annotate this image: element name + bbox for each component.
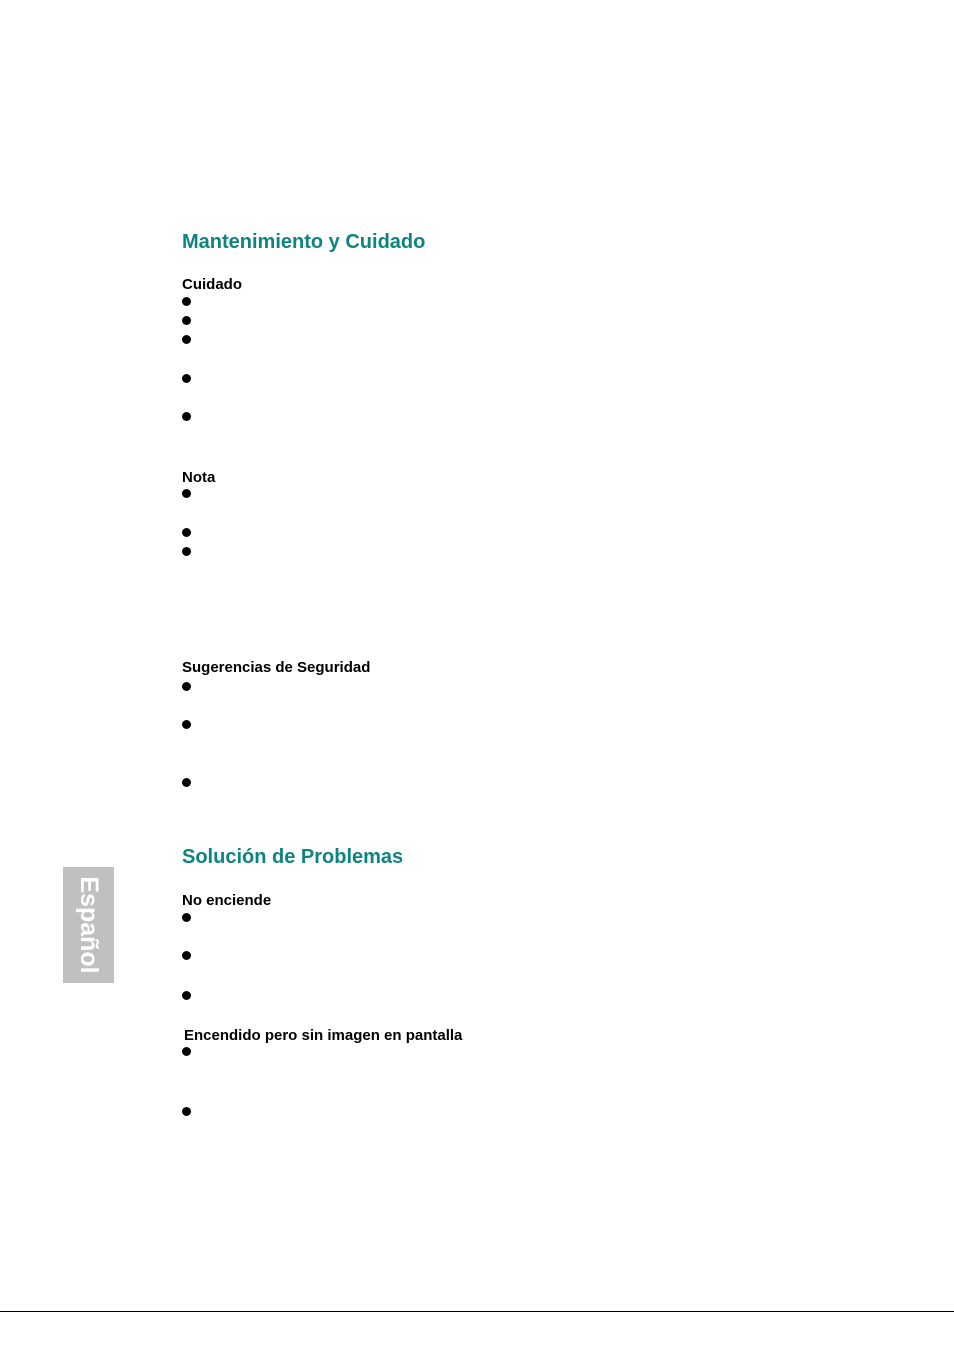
list-item-bullet (182, 412, 191, 421)
safety-label: Sugerencias de Seguridad (182, 659, 371, 676)
list-item-bullet (182, 489, 191, 498)
list-item-bullet (182, 1047, 191, 1056)
list-item-bullet (182, 720, 191, 729)
list-item-bullet (182, 951, 191, 960)
list-item-bullet (182, 335, 191, 344)
list-item-bullet (182, 913, 191, 922)
language-side-tab (63, 867, 114, 983)
maintenance-title: Mantenimiento y Cuidado (182, 231, 426, 253)
care-label: Cuidado (182, 276, 242, 293)
list-item-bullet (182, 297, 191, 306)
list-item-bullet (182, 778, 191, 787)
list-item-bullet (182, 374, 191, 383)
no-image-label: Encendido pero sin imagen en pantalla (184, 1027, 463, 1044)
list-item-bullet (182, 1107, 191, 1116)
language-tab-label: Español (74, 876, 103, 974)
list-item-bullet (182, 682, 191, 691)
no-power-label: No enciende (182, 892, 272, 909)
list-item-bullet (182, 528, 191, 537)
note-label: Nota (182, 469, 216, 486)
footer-divider (0, 1311, 954, 1312)
list-item-bullet (182, 991, 191, 1000)
list-item-bullet (182, 547, 191, 556)
troubleshooting-title: Solución de Problemas (182, 846, 404, 868)
list-item-bullet (182, 316, 191, 325)
